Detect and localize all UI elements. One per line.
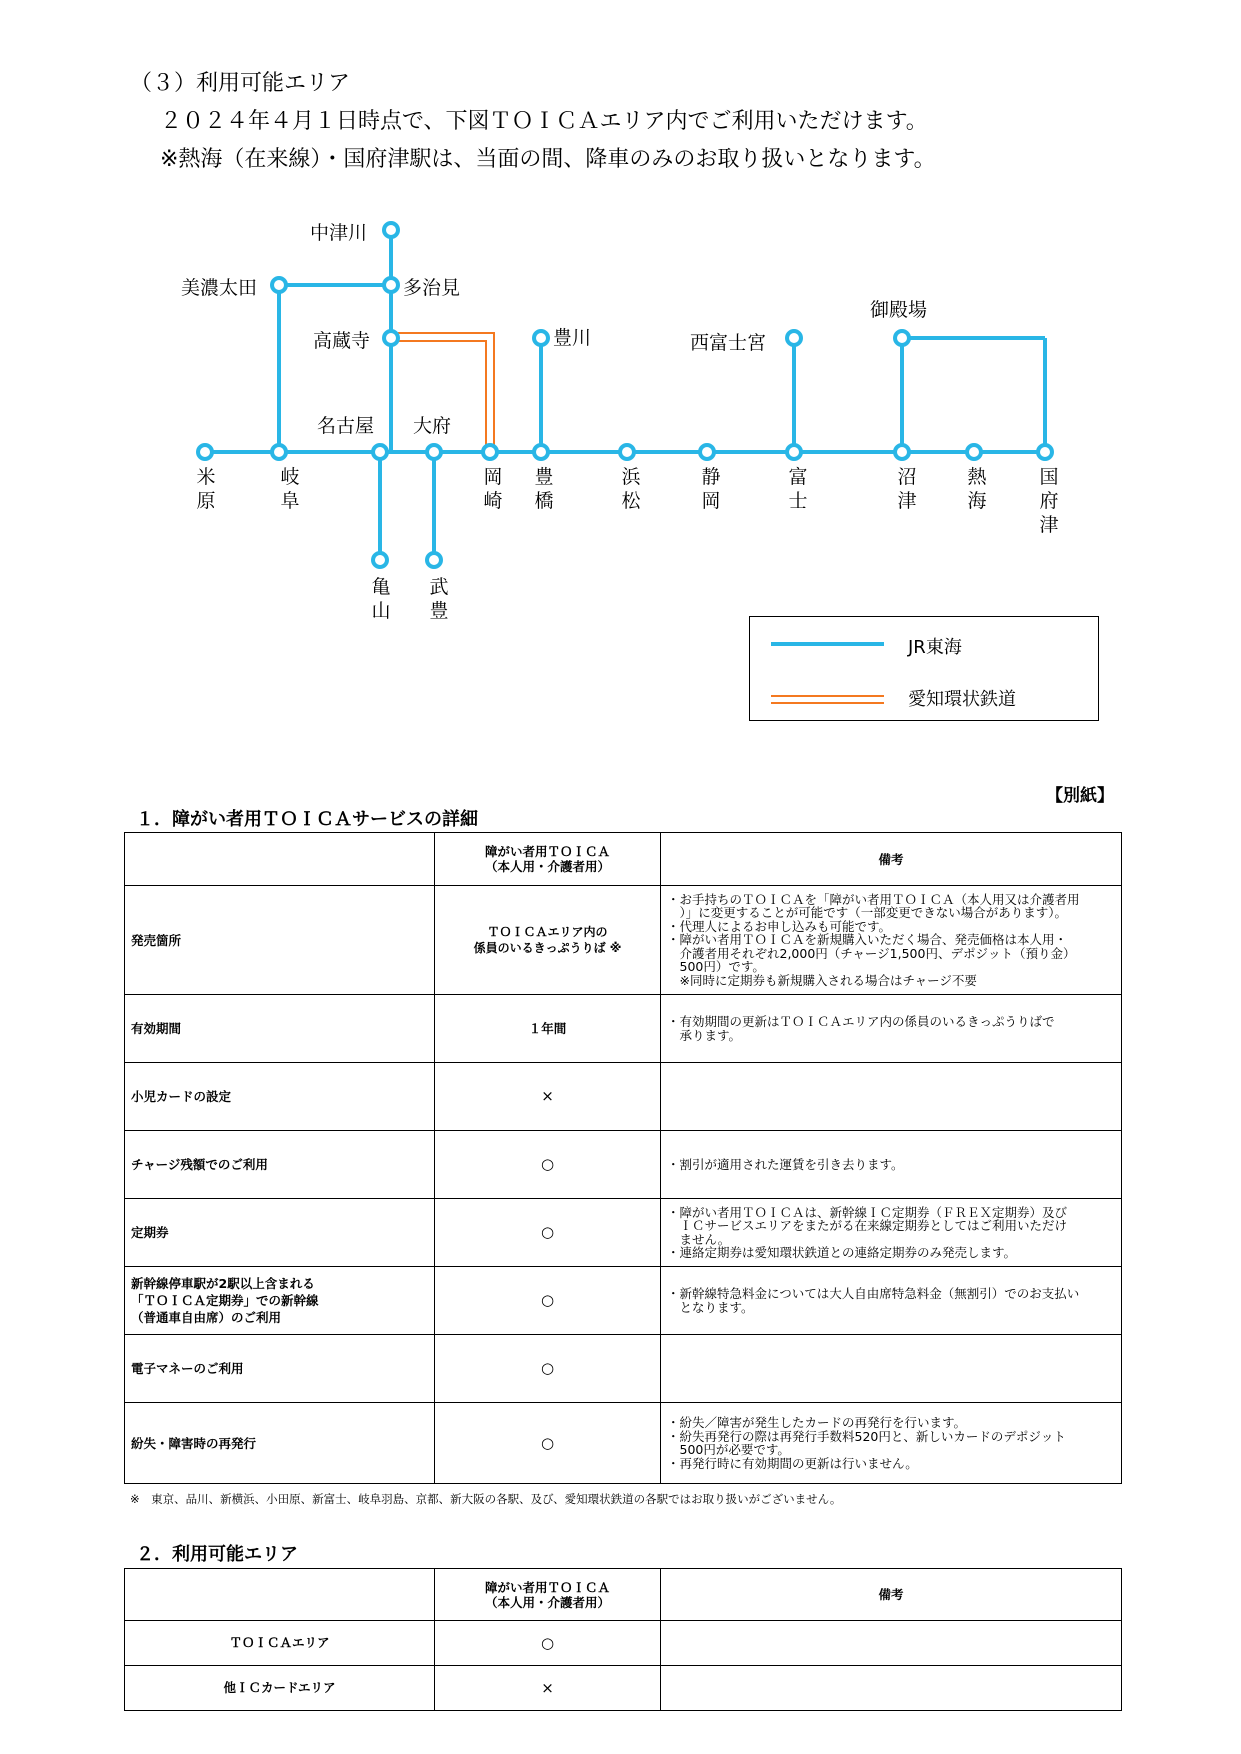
note-line: 500円）です。 <box>667 959 765 975</box>
station-label-toyokawa: 豊川 <box>553 327 592 349</box>
intro-line-2: ※熱海（在来線）・国府津駅は、当面の間、降車のみのお取り扱いとなります。 <box>160 147 936 172</box>
station-label-nishifujinomiya: 西富士宮 <box>690 332 767 354</box>
station-label-maibara: 米原 <box>196 466 216 512</box>
note-line: ・お手持ちのＴＯＩＣＡを「障がい者用ＴＯＩＣＡ（本人用又は介護者用 <box>667 891 1080 907</box>
station-label-taketoyo: 武豊 <box>429 576 449 622</box>
table-row <box>125 1063 1122 1131</box>
station-dot-atami <box>967 445 981 459</box>
station-label-shizuoka: 静岡 <box>701 466 721 512</box>
row-label: 電子マネーのご利用 <box>125 1335 435 1403</box>
row-value <box>435 1621 661 1666</box>
row-value <box>435 1131 661 1199</box>
circle-mark: ○ <box>540 1433 555 1452</box>
circle-mark: ○ <box>540 1291 555 1309</box>
usable-area-table <box>124 1568 1122 1711</box>
note-line: ・障がい者用ＴＯＩＣＡは、新幹線ＩＣ定期券（ＦＲＥＸ定期券）及び <box>667 1204 1068 1220</box>
note-line: 承ります。 <box>667 1027 742 1043</box>
note-line: ません。 <box>667 1231 731 1247</box>
station-label-nakatsugawa: 中津川 <box>310 222 368 244</box>
row-value <box>435 1666 661 1711</box>
note-line: ※同時に定期券も新規購入される場合はチャージ不要 <box>667 972 977 988</box>
table-row <box>125 1267 1122 1335</box>
table-row <box>125 1621 1122 1666</box>
note-line: ・有効期間の更新はＴＯＩＣＡエリア内の係員のいるきっぷうりばで <box>667 1014 1055 1029</box>
note-line: となります。 <box>667 1299 754 1315</box>
station-label-gotemba: 御殿場 <box>870 299 928 321</box>
station-dot-hamamatsu <box>620 445 634 459</box>
station-dot-obu <box>427 445 441 459</box>
row-value <box>435 1199 661 1267</box>
row-notes <box>661 1666 1122 1711</box>
station-dot-toyokawa <box>534 331 548 345</box>
note-line: ・紛失／障害が発生したカードの再発行を行います。 <box>667 1415 967 1430</box>
station-label-atami: 熱海 <box>967 466 987 512</box>
station-dot-minoota <box>272 278 286 292</box>
row-value <box>435 1335 661 1403</box>
station-label-hamamatsu: 浜松 <box>621 466 641 512</box>
station-dot-gifu <box>272 445 286 459</box>
station-label-toyohashi: 豊橋 <box>534 466 554 512</box>
note-line: 介護者用それぞれ2,000円（チャージ1,500円、デポジット（預り金） <box>667 945 1076 961</box>
cross-mark: × <box>541 1678 554 1697</box>
row-value: １年間 <box>435 995 661 1063</box>
row-notes <box>661 1199 1122 1267</box>
table-row <box>125 1199 1122 1267</box>
station-label-numazu: 沼津 <box>897 466 917 512</box>
note-line: ・障がい者用ＴＯＩＣＡを新規購入いただく場合、発売価格は本人用・ <box>667 932 1068 948</box>
row-value: ＴＯＩＣＡエリア内の 係員のいるきっぷうりば ※ <box>435 886 661 995</box>
station-label-gifu: 岐阜 <box>280 466 300 512</box>
station-dot-taketoyo <box>427 553 441 567</box>
table-header-row <box>125 1569 1122 1621</box>
station-label-tajimi: 多治見 <box>403 277 461 299</box>
note-line: ・代理人によるお申し込みも可能です。 <box>667 918 892 934</box>
row-value <box>435 1063 661 1131</box>
station-label-kozu: 国府津 <box>1039 466 1059 536</box>
station-dot-nakatsugawa <box>384 223 398 237</box>
station-dot-numazu <box>895 445 909 459</box>
station-dot-maibara <box>198 445 212 459</box>
row-label: ＴＯＩＣＡエリア <box>125 1621 435 1666</box>
row-label: 有効期間 <box>125 995 435 1063</box>
section1-title: １．障がい者用ＴＯＩＣＡサービスの詳細 <box>136 809 478 830</box>
station-dot-nishifujinomiya <box>787 331 801 345</box>
station-dot-kozu <box>1038 445 1052 459</box>
station-dot-shizuoka <box>700 445 714 459</box>
row-value <box>435 1267 661 1335</box>
legend-jr-label: JR東海 <box>908 637 962 658</box>
note-line: ）」に変更することが可能です（一部変更できない場合があります）。 <box>667 905 1068 921</box>
header-empty-cell <box>125 833 435 886</box>
header-remarks: 備考 <box>661 1569 1122 1621</box>
station-label-kameyama: 亀山 <box>371 576 391 622</box>
row-label: 定期券 <box>125 1199 435 1267</box>
table-row <box>125 995 1122 1063</box>
legend-aichi-label: 愛知環状鉄道 <box>908 689 1016 710</box>
row-value <box>435 1403 661 1484</box>
station-label-minoota: 美濃太田 <box>181 277 258 299</box>
note-line: ・連絡定期券は愛知環状鉄道との連絡定期券のみ発売します。 <box>667 1245 1017 1260</box>
header-remarks: 備考 <box>661 833 1122 886</box>
station-dot-kameyama <box>373 553 387 567</box>
note-line: 500円が必要です。 <box>667 1442 790 1457</box>
row-notes <box>661 1267 1122 1335</box>
station-dot-fuji <box>787 445 801 459</box>
row-notes <box>661 1403 1122 1484</box>
map-legend <box>749 616 1099 721</box>
header-card-type: 障がい者用ＴＯＩＣＡ （本人用・介護者用） <box>435 1569 661 1621</box>
row-notes <box>661 886 1122 995</box>
attachment-label: 【別紙】 <box>1046 786 1114 806</box>
table-header-row <box>125 833 1122 886</box>
row-label: 新幹線停車駅が2駅以上含まれる 「ＴＯＩＣＡ定期券」での新幹線 （普通車自由席）のご利用 <box>125 1267 435 1335</box>
note-line: ・新幹線特急料金については大人自由席特急料金（無割引）でのお支払い <box>667 1286 1080 1301</box>
station-label-kozoji: 高蔵寺 <box>313 330 371 352</box>
row-notes <box>661 1621 1122 1666</box>
row-label: 他ＩＣカードエリア <box>125 1666 435 1711</box>
table-row <box>125 1335 1122 1403</box>
station-dot-nagoya <box>373 445 387 459</box>
circle-mark: ○ <box>540 1633 555 1652</box>
row-label: 紛失・障害時の再発行 <box>125 1403 435 1484</box>
station-label-obu: 大府 <box>413 415 452 437</box>
station-dot-tajimi <box>384 278 398 292</box>
station-label-nagoya: 名古屋 <box>317 415 375 437</box>
table-footnote: ※ 東京、品川、新横浜、小田原、新富士、岐阜羽島、京都、新大阪の各駅、及び、愛知環状鉄道の各駅ではお取り扱いがございません。 <box>130 1492 842 1506</box>
table-row <box>125 886 1122 995</box>
circle-mark: ○ <box>540 1223 555 1241</box>
row-notes <box>661 995 1122 1063</box>
station-dot-kozoji <box>384 331 398 345</box>
table-row <box>125 1666 1122 1711</box>
row-notes <box>661 1335 1122 1403</box>
station-label-okazaki: 岡崎 <box>483 466 503 512</box>
note-line: ＩＣサービスエリアをまたがる在来線定期券としてはご利用いただけ <box>667 1218 1068 1233</box>
row-label: チャージ残額でのご利用 <box>125 1131 435 1199</box>
cross-mark: × <box>541 1087 554 1105</box>
table-row <box>125 1403 1122 1484</box>
row-label: 発売箇所 <box>125 886 435 995</box>
circle-mark: ○ <box>540 1359 555 1377</box>
row-label: 小児カードの設定 <box>125 1063 435 1131</box>
station-label-fuji: 富士 <box>788 466 808 512</box>
header-card-type: 障がい者用ＴＯＩＣＡ （本人用・介護者用） <box>435 833 661 886</box>
service-detail-table <box>124 832 1122 1484</box>
row-notes <box>661 1063 1122 1131</box>
note-line: ・紛失再発行の際は再発行手数料520円と、新しいカードのデポジット <box>667 1428 1066 1444</box>
intro-line-1: ２０２４年４月１日時点で、下図ＴＯＩＣＡエリア内でご利用いただけます。 <box>160 109 928 134</box>
table-row <box>125 1131 1122 1199</box>
note-line: ・割引が適用された運賃を引き去ります。 <box>667 1156 904 1172</box>
note-line: ・再発行時に有効期間の更新は行いません。 <box>667 1455 918 1471</box>
circle-mark: ○ <box>540 1155 555 1173</box>
station-dot-toyohashi <box>534 445 548 459</box>
station-dot-okazaki <box>483 445 497 459</box>
section-heading: （３）利用可能エリア <box>130 71 351 96</box>
section2-title: ２．利用可能エリア <box>136 1544 298 1565</box>
header-empty-cell <box>125 1569 435 1621</box>
station-dot-gotemba <box>895 331 909 345</box>
row-notes <box>661 1131 1122 1199</box>
